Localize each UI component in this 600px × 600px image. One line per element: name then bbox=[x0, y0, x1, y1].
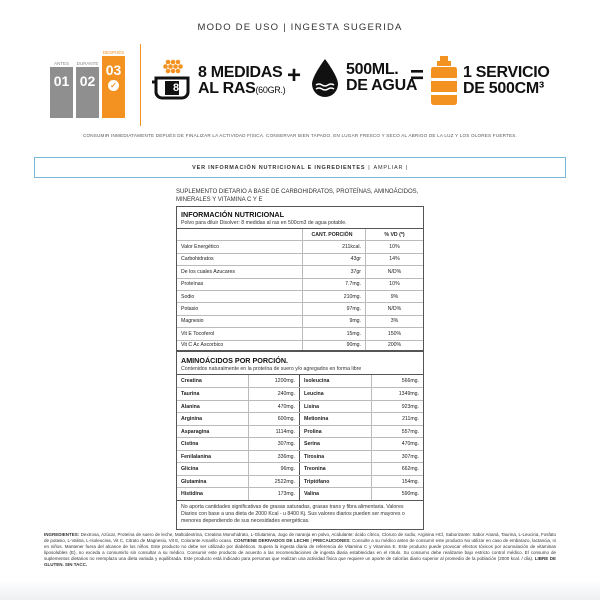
amino-row bbox=[177, 487, 423, 500]
nutrition-row bbox=[177, 265, 423, 277]
nutrient-vd: 10% bbox=[365, 241, 423, 252]
col-vd: % VD (*) bbox=[365, 229, 423, 240]
bottle-icon bbox=[430, 56, 458, 106]
ingredients-label: INGREDIENTES: bbox=[44, 532, 80, 537]
amino-grid bbox=[177, 374, 423, 500]
col-portion: CANT. PORCIÓN bbox=[302, 229, 365, 240]
nutrient-amount: 211kcal. bbox=[302, 241, 365, 252]
amino-name: Histidina bbox=[181, 491, 203, 498]
nutrient-name: Potasio bbox=[181, 306, 199, 313]
nutrition-footnote: No aporta cantidades significativas de grasas saturadas, grasas trans y fibra alimentaria. Valores Diarios con base a una dieta de 2000 Kcal - u 8400 Kj. Sus valores diarios pueden ser mayores o menores dependiendo de sus necesidades energéticas. bbox=[177, 500, 423, 529]
amino-name: Arginina bbox=[181, 416, 203, 423]
serving-line2: DE 500CM³ bbox=[463, 80, 544, 97]
amino-amount: 154mg. bbox=[371, 476, 423, 488]
nutrient-vd: 200% bbox=[365, 341, 423, 350]
nutrient-amount: 90mg. bbox=[302, 341, 365, 350]
amino-name: Glutamina bbox=[181, 478, 207, 485]
serving-line1: 1 SERVICIO bbox=[463, 64, 550, 81]
amino-amount: 307mg. bbox=[248, 438, 300, 450]
nutrient-name: Valor Energético bbox=[181, 244, 219, 251]
amino-amount: 600mg. bbox=[248, 413, 300, 425]
equals-sign: = bbox=[410, 62, 425, 89]
timing-steps bbox=[50, 50, 132, 118]
water-line1: 500ML. bbox=[346, 61, 399, 78]
amino-row bbox=[177, 400, 423, 413]
amino-amount: 307mg. bbox=[371, 451, 423, 463]
amino-row bbox=[177, 425, 423, 438]
amino-name: Isoleucina bbox=[304, 378, 330, 385]
ingredients-block: INGREDIENTES: Dextrosa, Azúcar, Proteína de suero de leche, Maltodextrina, Creatina Monohidrato, L-Glutamina, Jugo de naranja en polvo, Acidulante: ácido cítrico, Cloruro de sodio, Arginina HCl, Saborizante: Sabor Ananá, Taurina, L-Leucina, Fosfato de potasio, L-Valina, L-Isoleucina, Vit C, Citrato de Magnesio, Vit E, Colorante Amarillo ocaso. CONTIENE DERIVADOS DE LECHE | PRECAUCIONES: Consulte a su médico antes de consumir este producto No utilizar en caso de embarazo, lactancia, ni en niños. Mantener fuera del alcance de los niños. Este producto no debe ser utilizado por diabéticos. Supera la ingesta diaria de referencia de Vitamina C y Vitamina E. Este producto puede provocar efectos tóxicos por acumulación de vitaminas liposolubles (E), no exceda a consumirlo sin consultar a su médico. Consumir este producto de acuerdo a las recomendaciones de ingesta diaria establecidas en el rótulo. Su consumo debe realizarse bajo estricto control médico. El consumo de suplementos dietarios no reemplaza una dieta variada y equilibrada. Este producto está indicado para personas que realizan una actividad física que requiere un aporte de calorías diario superior al promedio de la población (2000 kcal. / día). LIBRE DE GLUTEN. SIN TACC. bbox=[44, 532, 556, 567]
amino-row bbox=[177, 412, 423, 425]
step-number: 01 bbox=[53, 73, 70, 89]
step-label: DESPUÉS bbox=[102, 50, 125, 55]
nutrient-amount: 43gr bbox=[302, 254, 365, 265]
nutrient-vd: 3% bbox=[365, 316, 423, 327]
amino-name: Treonina bbox=[304, 466, 326, 473]
amino-amount: 590mg. bbox=[371, 488, 423, 500]
nutrient-vd: 9% bbox=[365, 291, 423, 302]
amino-name: Triptófano bbox=[304, 478, 330, 485]
nutrition-row bbox=[177, 315, 423, 327]
nutrition-row bbox=[177, 340, 423, 352]
nutrition-title: INFORMACIÓN NUTRICIONAL bbox=[181, 210, 285, 219]
amino-row bbox=[177, 437, 423, 450]
amino-row bbox=[177, 462, 423, 475]
plus-sign: + bbox=[287, 62, 302, 89]
nutrition-row bbox=[177, 253, 423, 265]
nutrient-amount: 97mg. bbox=[302, 303, 365, 314]
precautions-label: PRECAUCIONES: bbox=[313, 538, 351, 543]
step-label: DURANTE bbox=[76, 61, 99, 66]
nutrition-table bbox=[176, 206, 424, 530]
measure-unit: (60GR.) bbox=[255, 84, 286, 95]
water-dose bbox=[310, 58, 417, 98]
amino-name: Asparagina bbox=[181, 428, 210, 435]
amino-amount: 173mg. bbox=[248, 488, 300, 500]
nutrient-amount: 15mg. bbox=[302, 328, 365, 339]
amino-amount: 557mg. bbox=[371, 426, 423, 438]
expand-link[interactable]: AMPLIAR | bbox=[373, 164, 408, 171]
nutrient-vd: N/D% bbox=[365, 266, 423, 277]
nutrient-name: Vit C Ac Ascorbico bbox=[181, 342, 224, 349]
amino-row bbox=[177, 450, 423, 463]
nutrition-subtitle: Polvo para diluir Disolver: 8 medidas al ras en 500cm3 de agua potable. bbox=[181, 220, 347, 226]
amino-amount: 470mg. bbox=[248, 401, 300, 413]
page-title: MODO DE USO | INGESTA SUGERIDA bbox=[197, 22, 403, 33]
serving-result bbox=[430, 56, 550, 106]
measure-line2: AL RAS bbox=[198, 79, 256, 97]
step-label: ANTES bbox=[53, 61, 69, 66]
nutrition-row bbox=[177, 290, 423, 302]
nutrient-amount: 37gr bbox=[302, 266, 365, 277]
water-line2: DE AGUA bbox=[346, 77, 418, 94]
amino-name: Glicina bbox=[181, 466, 199, 473]
nutrient-name: Carbohidratos bbox=[181, 256, 214, 263]
step-during bbox=[76, 61, 99, 118]
amino-amount: 662mg. bbox=[371, 463, 423, 475]
amino-amount: 2522mg. bbox=[248, 476, 300, 488]
nutrition-toggle[interactable] bbox=[34, 157, 566, 178]
amino-name: Creatina bbox=[181, 378, 202, 385]
scoop-count: 8 bbox=[172, 82, 180, 94]
nutrient-amount: 210mg. bbox=[302, 291, 365, 302]
scoop-dose bbox=[152, 58, 285, 104]
ingredients-text: Dextrosa, Azúcar, Proteína de suero de leche, Maltodextrina, Creatina Monohidrato, L-Glutamina, Jugo de naranja en polvo, Acidulante: ácido cítrico, Cloruro de sodio, Arginina HCl, Saborizante: Sabor Ananá, Taurina, L-Leucina, Fosfato de potasio, L-Valina, L-Isoleucina, Vit C, Citrato de Magnesio, Vit E, Colorante Amarillo ocaso. bbox=[44, 532, 556, 543]
amino-amount: 1114mg. bbox=[248, 426, 300, 438]
nutrient-name: Proteínas bbox=[181, 281, 204, 288]
amino-name: Prolina bbox=[304, 428, 322, 435]
nutrition-row bbox=[177, 302, 423, 314]
separator: | bbox=[368, 164, 371, 171]
amino-amount: 1200mg. bbox=[248, 375, 300, 388]
dairy-label: CONTIENE DERIVADOS DE LECHE bbox=[233, 538, 310, 543]
nutrient-vd: N/D% bbox=[365, 303, 423, 314]
amino-amount: 211mg. bbox=[371, 413, 423, 425]
amino-name: Tirosina bbox=[304, 453, 325, 460]
step-number: 02 bbox=[79, 73, 96, 89]
amino-amount: 240mg. bbox=[248, 388, 300, 400]
amino-name: Lisina bbox=[304, 403, 319, 410]
usage-note: CONSUMIR INMEDIATAMENTE DEPUÉS DE FINALIZAR LA ACTIVIDAD FÍSICA. CONSERVAR BIEN TAPADO, EN LUGAR FRESCO Y SECO AL ABRIGO DE LA LUZ Y LOS OLORES FUERTES. bbox=[82, 133, 518, 138]
nutrient-vd: 10% bbox=[365, 279, 423, 290]
nutrition-header-row bbox=[177, 228, 423, 240]
amino-name: Valina bbox=[304, 491, 319, 498]
amino-amount: 1349mg. bbox=[371, 388, 423, 400]
supplement-title: SUPLEMENTO DIETARIO A BASE DE CARBOHIDRATOS, PROTEÍNAS, AMINOÁCIDOS, MINERALES Y VITAMINA C Y E bbox=[176, 189, 419, 203]
amino-name: Fenilalanina bbox=[181, 453, 211, 460]
amino-amount: 336mg. bbox=[248, 451, 300, 463]
amino-row bbox=[177, 387, 423, 400]
nutrition-row bbox=[177, 240, 423, 252]
bottom-fade bbox=[0, 580, 600, 600]
nutrition-row bbox=[177, 278, 423, 290]
amino-amount: 470mg. bbox=[371, 438, 423, 450]
amino-row bbox=[177, 475, 423, 488]
amino-subtitle: Contenidos naturalmente en la proteína de suero y/o agregados en forma libre bbox=[181, 365, 362, 372]
precautions-text: Consulte a su médico antes de consumir este producto No utilizar en caso de embarazo, lactancia, ni en niños. Mantener fuera del alcance de los niños. Este producto no debe ser utilizado por diabéticos. Supera la ingesta diaria de referencia de Vitamina C y Vitamina E. Este producto puede provocar efectos tóxicos por acumulación de vitaminas liposolubles (E), no exceda a consumirlo sin consultar a su médico. Consumir este producto de acuerdo a las recomendaciones de ingesta diaria establecidas en el rótulo. Su consumo debe realizarse bajo estricto control médico. El consumo de suplementos dietarios no reemplaza una dieta variada y equilibrada. Este producto está indicado para personas que realizan una actividad física que requiere un aporte de calorías diario superior al promedio de la población (2000 kcal. / día). bbox=[44, 538, 556, 561]
amino-amount: 923mg. bbox=[371, 401, 423, 413]
amino-name: Cistina bbox=[181, 441, 199, 448]
nutrient-name: Magnesio bbox=[181, 318, 204, 325]
amino-name: Metionina bbox=[304, 416, 329, 423]
water-drop-icon bbox=[310, 58, 340, 98]
divider bbox=[140, 44, 141, 126]
amino-name: Alanina bbox=[181, 403, 200, 410]
amino-amount: 566mg. bbox=[371, 375, 423, 388]
nutrient-vd: 14% bbox=[365, 254, 423, 265]
amino-row bbox=[177, 375, 423, 388]
amino-title: AMINOÁCIDOS POR PORCIÓN. bbox=[181, 355, 289, 365]
nutrient-amount: 7.7mg. bbox=[302, 279, 365, 290]
amino-name: Taurina bbox=[181, 391, 200, 398]
amino-name: Leucina bbox=[304, 391, 324, 398]
amino-amount: 96mg. bbox=[248, 463, 300, 475]
amino-name: Serina bbox=[304, 441, 320, 448]
measure-line1: 8 MEDIDAS bbox=[198, 63, 283, 81]
nutrition-toggle-label: VER INFORMACIÓN NUTRICIONAL E INGREDIENTES bbox=[192, 164, 366, 171]
nutrient-name: Vit E Tocoferol bbox=[181, 330, 215, 337]
gluten-label: LIBRE DE GLUTEN. SIN TACC. bbox=[44, 556, 556, 567]
step-before bbox=[50, 61, 73, 118]
nutrient-vd: 150% bbox=[365, 328, 423, 339]
checkmark-icon: ✓ bbox=[108, 80, 119, 91]
nutrient-amount: 9mg. bbox=[302, 316, 365, 327]
scoop-icon bbox=[152, 58, 192, 104]
nutrient-name: De los cuales Azucares bbox=[181, 268, 235, 275]
step-after bbox=[102, 50, 125, 118]
nutrient-name: Sodio bbox=[181, 293, 195, 300]
nutrition-row bbox=[177, 327, 423, 339]
step-number: 03 bbox=[105, 62, 122, 78]
